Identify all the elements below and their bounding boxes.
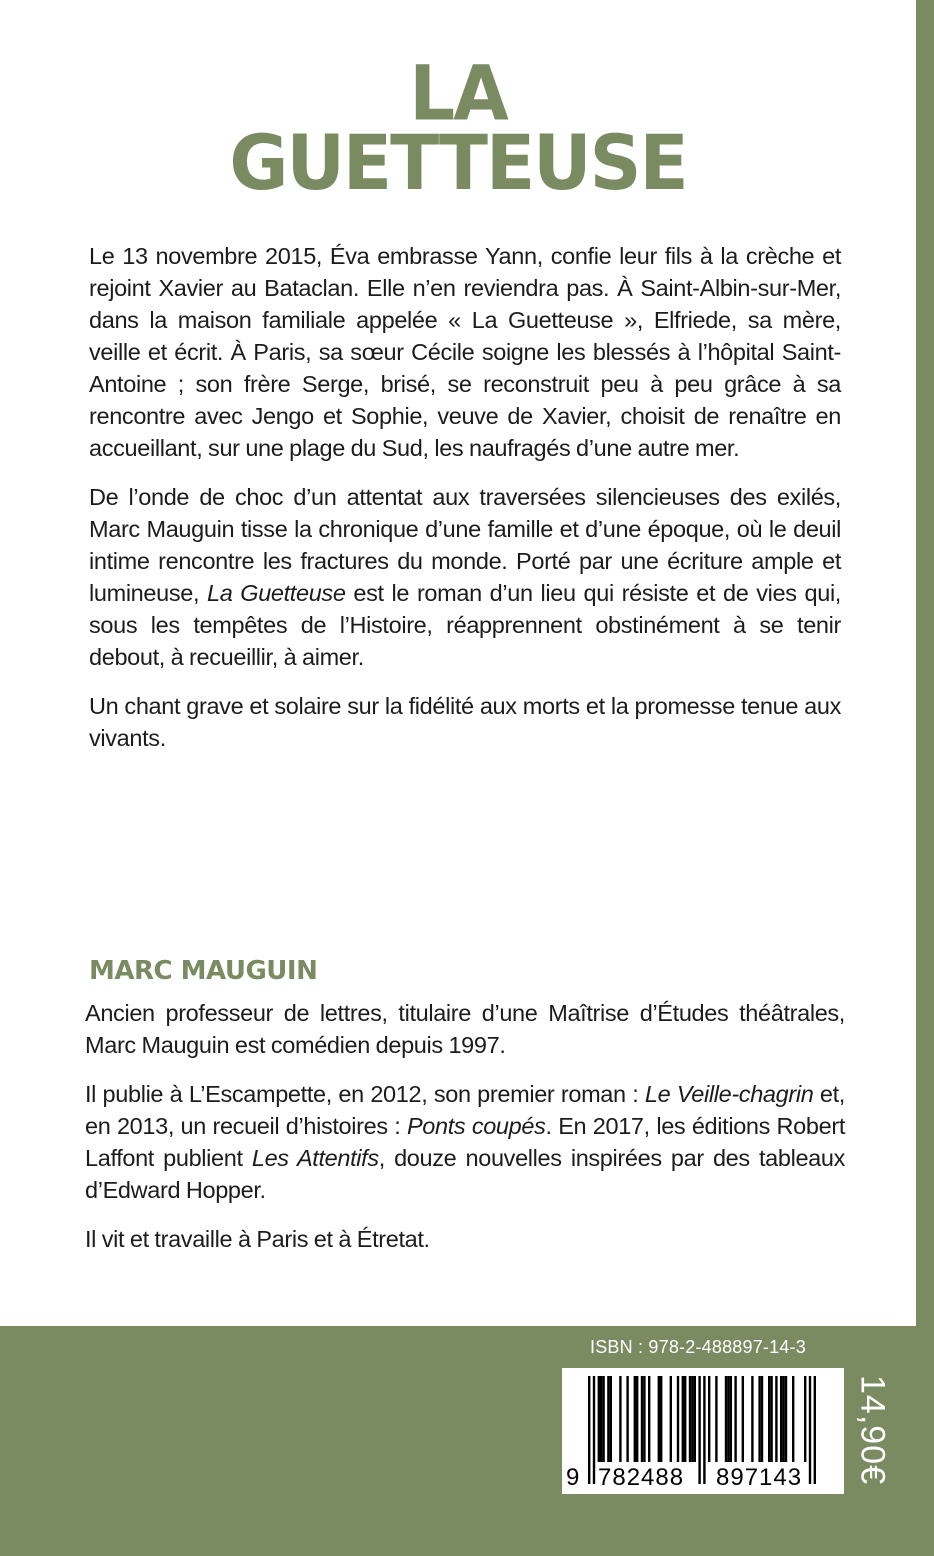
barcode-bar xyxy=(636,1376,638,1462)
barcode-bar xyxy=(691,1376,693,1462)
isbn-label: ISBN : 978-2-488897-14-3 xyxy=(590,1337,806,1357)
barcode-bar xyxy=(634,1376,636,1462)
barcode-bar xyxy=(684,1376,686,1462)
barcode-bar xyxy=(619,1376,621,1462)
barcode-bar xyxy=(626,1376,628,1462)
bio-text: . En 2017, les éditions Robert Laffont publient xyxy=(85,1113,845,1171)
barcode-bar xyxy=(715,1376,717,1462)
barcode-bar xyxy=(782,1376,784,1462)
barcode-bar xyxy=(804,1376,806,1462)
barcode-bar xyxy=(792,1376,794,1462)
book-title-italic: La Guetteuse xyxy=(206,580,346,606)
blurb xyxy=(89,240,841,771)
barcode-digits-right: 897143 xyxy=(716,1464,803,1491)
barcode-bar xyxy=(598,1376,600,1462)
barcode-bar xyxy=(600,1376,602,1462)
barcode-bar xyxy=(648,1376,650,1462)
work-title: Les Attentifs xyxy=(251,1145,379,1171)
barcode-bar xyxy=(660,1376,662,1462)
blurb-paragraph-1: Le 13 novembre 2015, Éva embrasse Yann, confie leur fils à la crèche et rejoint Xavier au Bataclan. Elle n’en reviendra pas. À Saint-Albin-sur-Mer, dans la maison familiale appelée « La Guetteuse », Elfriede, sa mère, veille et écrit. À Paris, sa sœur Cécile soigne les blessés à l’hôpital Saint-Antoine ; son frère Serge, brisé, se reconstruit peu à peu grâce à sa rencontre avec Jengo et Sophie, veuve de Xavier, choisit de renaître en accueillant, sur une plage du Sud, les naufragés d’une autre mer. xyxy=(89,243,841,461)
blurb-paragraph-3: Un chant grave et solaire sur la fidélité aux morts et la promesse tenue aux vivants. xyxy=(89,693,841,751)
blurb-paragraph-2 xyxy=(89,481,841,673)
barcode-bar xyxy=(610,1376,612,1462)
barcode-bar xyxy=(670,1376,672,1462)
title-line-1: LA xyxy=(409,48,507,138)
barcode-bar xyxy=(780,1376,782,1462)
barcode-bar xyxy=(677,1376,679,1462)
bio-paragraph-2 xyxy=(85,1078,845,1206)
bio-paragraph-3: Il vit et travaille à Paris et à Étretat. xyxy=(85,1226,430,1252)
barcode-bar xyxy=(682,1376,684,1462)
barcode-bar xyxy=(641,1376,643,1462)
barcode xyxy=(562,1368,844,1494)
barcode-bar xyxy=(607,1376,609,1462)
barcode-bar xyxy=(770,1376,772,1462)
price: 14,90€ xyxy=(853,1375,892,1485)
barcode-bar xyxy=(768,1376,770,1462)
spine-strip xyxy=(916,0,934,1556)
barcode-digit-first: 9 xyxy=(566,1464,580,1491)
work-title: Ponts coupés xyxy=(406,1113,546,1139)
barcode-bar xyxy=(689,1376,691,1462)
barcode-bar xyxy=(643,1376,645,1462)
barcode-bar xyxy=(658,1376,660,1462)
barcode-bar xyxy=(727,1376,729,1462)
barcode-bar xyxy=(694,1376,696,1462)
work-title: Le Veille-chagrin xyxy=(644,1081,814,1107)
barcode-digits xyxy=(562,1464,844,1494)
author-heading: MARC MAUGUIN xyxy=(89,956,318,986)
barcode-bar xyxy=(775,1376,777,1462)
barcode-bar xyxy=(730,1376,732,1462)
barcode-bar xyxy=(751,1376,753,1462)
blurb-text: De l’onde de choc d’un attentat aux traversées silencieuses des exilés, Marc Mauguin tisse la chronique d’une famille et d’une époque, où le deuil intime rencontre les fractures du monde. Porté par une écriture ample et lumineuse, xyxy=(89,484,841,606)
barcode-bar xyxy=(602,1376,604,1462)
book-title xyxy=(0,48,916,208)
barcode-bar xyxy=(761,1376,763,1462)
barcode-bar xyxy=(708,1376,710,1462)
barcode-bar xyxy=(734,1376,736,1462)
barcode-digits-left: 782488 xyxy=(598,1464,685,1491)
title-line-2: GUETTEUSE xyxy=(229,118,687,208)
bio-text: et, en 2013, un recueil d’histoires : xyxy=(85,1081,845,1139)
author-bio xyxy=(85,997,845,1272)
bio-paragraph-1: Ancien professeur de lettres, titulaire d’une Maîtrise d’Études théâtrales, Marc Mauguin est comédien depuis 1997. xyxy=(85,1000,845,1058)
blurb-text: est le roman d’un lieu qui résiste et de vies qui, sous les tempêtes de l’Histoire, réapprennent obstinément à se tenir debout, à recueillir, à aimer. xyxy=(89,580,841,670)
barcode-bar xyxy=(725,1376,727,1462)
barcode-bar xyxy=(785,1376,787,1462)
bio-text: Il publie à L’Escampette, en 2012, son premier roman : xyxy=(85,1081,645,1107)
barcode-bar xyxy=(742,1376,744,1462)
barcode-bar xyxy=(758,1376,760,1462)
bio-text: , douze nouvelles inspirées par des tableaux d’Edward Hopper. xyxy=(85,1145,845,1203)
